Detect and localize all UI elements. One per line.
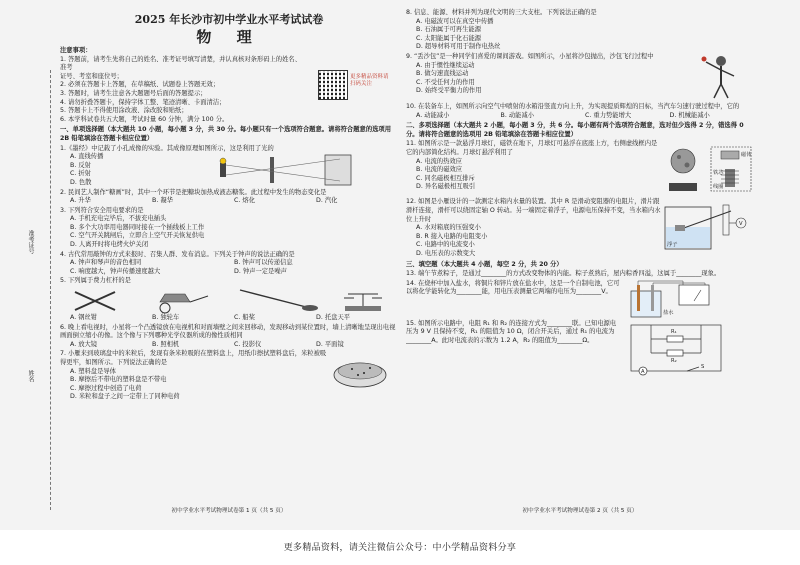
page-1-footer: 初中学业水平考试物理试卷第 1 页（共 5 页） xyxy=(171,508,287,515)
note-item: 2. 必须在答题卡上答题，在草稿纸、试题卷上答题无效； xyxy=(60,81,220,89)
q2-option: C. 熔化 xyxy=(234,197,255,205)
label-core: 铁芯 xyxy=(713,170,724,177)
binding-dashed-line xyxy=(50,70,51,510)
binding-label-id: 准考证号 xyxy=(27,230,34,254)
question-4: 4. 古代常用敲钟的方式来报时、召集人群、发布消息。下列关于钟声的说法正确的是 xyxy=(60,250,295,258)
section-2-heading: 二、多项选择题（本大题共 2 小题，每小题 3 分，共 6 分。每小题有两个选项符合题意，选对但少选得 2 分，错选得 0 分。请将符合题意的选项用 2B 铅笔填涂在答题卡相应位置） xyxy=(406,122,744,138)
question-7: 7. 小雁来到玻璃盘中的米粒后，发现有条米粒吸附在塑料盘上，用纸巾擦拭塑料盘后，米粒被吸得更牢，如图所示。下列说法正确的是 xyxy=(60,350,327,366)
q5-option: B. 独轮车 xyxy=(152,314,180,322)
q12-option: A. 水对箱底的压强变小 xyxy=(416,224,481,232)
q11-option: A. 电流的热效应 xyxy=(416,157,462,165)
q1-option: C. 折射 xyxy=(70,170,91,178)
binding-label-name: 姓名 xyxy=(27,370,34,382)
promo-footer: 更多精品资料，请关注微信公众号：中小学精品资料分享 xyxy=(283,543,517,553)
q5-option: A. 钢丝钳 xyxy=(70,314,98,322)
question-15: 15. 如图所示电路中，电阻 R₁ 和 R₂ 的连接方式为________联。已知电源电压为 9 V 且保持不变，R₁ 的阻值为 10 Ω，闭合开关后，通过 R₁ 的电流为________A。此时电流表的示数为 1.2 A，R₂ 的阻值为________Ω。 xyxy=(406,319,617,344)
question-1: 1.《墨经》中记载了小孔成像的实验。其成像原理如图所示，这是利用了光的 xyxy=(60,144,274,152)
q10-option: C. 重力势能增大 xyxy=(585,111,632,119)
parallel-circuit-figure xyxy=(621,319,731,377)
q2-option: A. 升华 xyxy=(70,197,91,205)
q8-option: B. 石油属于可再生能源 xyxy=(416,26,481,34)
label-saltwater: 盐水 xyxy=(663,309,674,316)
question-14: 14. 在烧杯中加入盐水，将铜片和锌片放在盐水中，这是一个自制电池，它可以将化学能转化为________能，用电压表测量它两端的电压为________V。 xyxy=(406,279,620,296)
page-1 xyxy=(60,8,398,516)
qr-code-icon xyxy=(318,70,348,100)
exam-subject: 物 理 xyxy=(196,28,262,46)
moon-lamp-icon xyxy=(661,139,753,197)
notes-heading: 注意事项： xyxy=(60,47,92,54)
label-coil: 线圈 xyxy=(713,184,724,191)
moon-lamp-figure xyxy=(661,139,753,197)
oar-icon xyxy=(240,290,318,311)
question-10: 10. 在装备车上，如图所示向空气中喷射的水箱沿竖直方向上升，为实现提质辉煌的目标，当汽车匀速行驶过程中，它的 xyxy=(406,102,740,110)
q2-option: D. 汽化 xyxy=(316,197,338,205)
q1-option: A. 直线传播 xyxy=(70,153,104,161)
q11-option: D. 异名磁极相互吸引 xyxy=(416,183,476,191)
salt-battery-figure xyxy=(621,279,721,319)
label-float: 浮子 xyxy=(667,242,678,249)
q12-option: C. 电路中的电流变小 xyxy=(416,241,475,249)
q11-option: B. 电流的磁效应 xyxy=(416,166,463,174)
note-item: 6. 本学科试卷共五大题，考试时量 60 分钟，满分 100 分。 xyxy=(60,115,229,123)
throwing-child-figure xyxy=(696,52,746,102)
question-3: 3. 下列符合安全用电要求的是 xyxy=(60,206,144,214)
note-item: 证号、考室和座位号； xyxy=(60,72,123,80)
section-3-heading: 三、填空题（本大题共 4 小题，每空 2 分，共 20 分） xyxy=(406,260,563,268)
wheelbarrow-icon xyxy=(160,294,208,313)
q8-option: C. 太阳能属于化石能源 xyxy=(416,34,482,42)
q6-option: A. 放大镜 xyxy=(70,340,98,348)
note-item: 1. 答题前，请考生先将自己的姓名、准考证号填写清楚，并认真核对条形码上的姓名、准考 xyxy=(60,55,301,72)
question-2: 2. 民间艺人制作“糖画”时，其中一个环节是把糖块加热成液态糖浆。此过程中发生的物态变化是 xyxy=(60,188,327,196)
q3-option: B. 多个大功率用电器同时接在一个插线板上工作 xyxy=(70,223,205,231)
lever-tools-figure xyxy=(60,286,390,314)
q3-option: C. 空气开关跳闸后，立即合上空气开关恢复供电 xyxy=(70,232,205,240)
question-9: 9. “丢沙包”是一种同学们喜爱的课间游戏。如图所示，小星将沙包抛出，沙包飞行过程中 xyxy=(406,52,654,60)
q3-option: D. 人离开时将电烤火炉关闭 xyxy=(70,241,149,249)
q10-option: A. 动能减小 xyxy=(416,111,450,119)
q4-option: B. 钟声可以传递信息 xyxy=(234,259,293,267)
q3-option: A. 手机充电完毕后，不拔充电插头 xyxy=(70,215,167,223)
q4-option: A. 钟声和琴声的音色相同 xyxy=(70,259,142,267)
question-8: 8. 信息、能源、材料并列为现代文明的三大支柱。下列说法正确的是 xyxy=(406,9,597,16)
label-r1: R₁ xyxy=(671,328,677,335)
q1-option: B. 反射 xyxy=(70,161,91,169)
q7-option: C. 摩擦过程中创造了电荷 xyxy=(70,384,142,392)
q6-option: D. 平面镜 xyxy=(316,340,344,348)
q8-option: D. 超导材料可用于制作电热丝 xyxy=(416,43,501,51)
q6-option: B. 照相机 xyxy=(152,340,180,348)
section-1-heading: 一、单项选择题（本大题共 10 小题，每小题 3 分，共 30 分。每小题只有一个选项符合题意。请将符合题意的选项用 2B 铅笔填涂在答题卡相应位置） xyxy=(60,126,392,142)
q7-option: B. 摩擦后不带电的塑料盘是不带电 xyxy=(70,376,167,384)
q4-option: D. 钟声一定是噪声 xyxy=(234,267,287,275)
balance-icon xyxy=(344,294,382,311)
note-item: 5. 答题卡上不得使用涂改液、涂改胶和贴纸； xyxy=(60,107,188,115)
q1-option: D. 色散 xyxy=(70,178,92,186)
q2-option: B. 凝华 xyxy=(152,197,173,205)
q9-option: B. 做匀速直线运动 xyxy=(416,70,469,78)
q9-option: D. 始终受平衡力的作用 xyxy=(416,87,482,95)
q7-option: D. 米粒和盘子之间一定带上了同种电荷 xyxy=(70,393,180,401)
question-5: 5. 下列属于费力杠杆的是 xyxy=(60,277,131,285)
q12-option: D. 电压表的示数变大 xyxy=(416,249,476,257)
question-6: 6. 晚上看电视时，小星将一个凸透镜放在电视机和对面墙壁之间来回移动，发现移动到某位置时，墙上清晰地呈现出电视画面倒立缩小的像。这个像与下列哪种光学仪器所成的像性质相同 xyxy=(60,323,396,340)
qr-note: 更多精品资料请扫码关注 xyxy=(350,74,389,87)
notes-list xyxy=(60,56,305,125)
question-11: 11. 如图所示是一款悬浮月球灯，磁铁在地下，月球灯可悬浮在底座上方，右侧虚线框内是它的内部简化结构。月球灯悬浮利用了 xyxy=(406,140,658,156)
q9-option: C. 不受任何力的作用 xyxy=(416,78,475,86)
q12-option: B. R 接入电路的电阻变小 xyxy=(416,232,488,240)
water-level-figure xyxy=(661,197,753,253)
question-12: 12. 如图是小雁设计的一款测定水箱内水量的装置。其中 R 是滑动变阻器的电阻片，滑片跟滑杆连接，滑杆可以绕固定轴 O 转动。另一端固定着浮子，电源电压保持不变，当水箱内水位上升时 xyxy=(406,198,661,223)
q6-option: C. 投影仪 xyxy=(234,340,262,348)
q11-option: C. 同名磁极相互排斥 xyxy=(416,174,475,182)
plastic-plate-figure xyxy=(330,349,390,393)
q10-option: D. 机械能减小 xyxy=(669,111,710,119)
question-13: 13. 端午节煮粽子，是通过________的方式改变物体的内能。粽子煮熟后，屋内粽香四溢，这属于________现象。 xyxy=(406,270,721,278)
pliers-icon xyxy=(75,292,115,310)
q4-option: C. 响度越大，钟声传播速度越大 xyxy=(70,267,161,275)
note-item: 4. 请勿折叠答题卡，保持字体工整、笔迹清晰、卡面清洁； xyxy=(60,98,226,106)
label-r2: R₂ xyxy=(671,357,677,364)
page-2-footer: 初中学业水平考试物理试卷第 2 页（共 5 页） xyxy=(522,508,638,515)
exam-title: 2025 年长沙市初中学业水平考试试卷 xyxy=(134,13,324,26)
binding-margin xyxy=(14,70,44,510)
q5-option: C. 船桨 xyxy=(234,314,255,322)
page-2 xyxy=(406,8,754,516)
q9-option: A. 由于惯性继续运动 xyxy=(416,61,475,69)
q7-option: A. 塑料盘是导体 xyxy=(70,367,116,375)
q8-option: A. 电磁波可以在真空中传播 xyxy=(416,17,494,25)
label-voltmeter: V xyxy=(739,221,743,228)
q10-option: B. 动能减小 xyxy=(500,111,535,119)
q5-option: D. 托盘天平 xyxy=(316,314,351,322)
label-ammeter: A xyxy=(641,368,645,375)
pinhole-camera-figure xyxy=(210,153,360,187)
label-switch: S xyxy=(701,363,705,370)
label-magnet: 磁体 xyxy=(741,152,752,159)
note-item: 3. 答题时，请考生注意各大题题号后面的答题提示； xyxy=(60,89,207,97)
